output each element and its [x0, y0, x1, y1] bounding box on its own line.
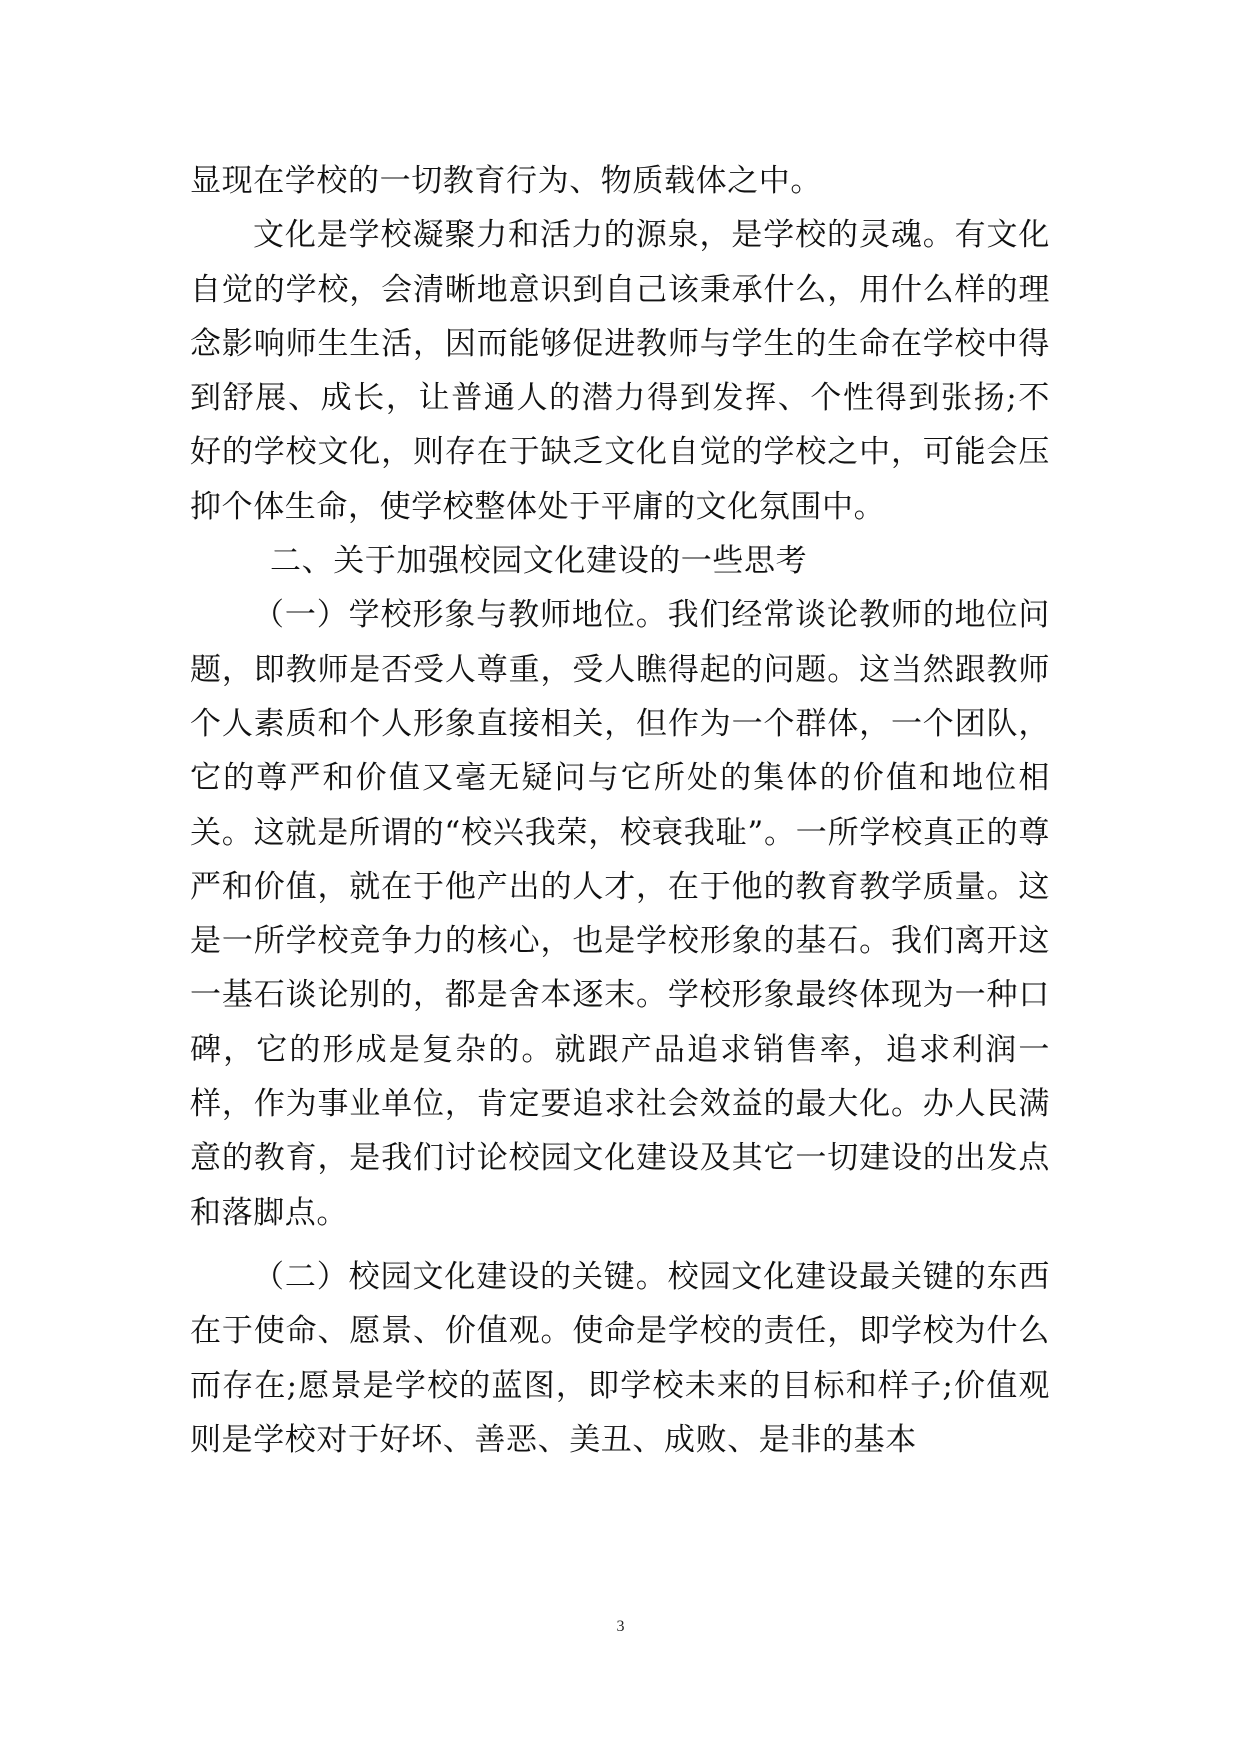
- paragraph-campus-culture-key: （二）校园文化建设的关键。校园文化建设最关键的东西在于使命、愿景、价值观。使命是学校的责任，即学校为什么而存在;愿景是学校的蓝图，即学校未来的目标和样子;价值观则是学校对于好坏、善恶、美丑、成败、是非的基本: [190, 1258, 1050, 1458]
- section-heading: 二、关于加强校园文化建设的一些思考: [270, 543, 808, 580]
- paragraph-school-image-teacher-status: （一）学校形象与教师地位。我们经常谈论教师的地位问题，即教师是否受人尊重，受人瞧得起的问题。这当然跟教师个人素质和个人形象直接相关，但作为一个群体，一个团队，它的尊严和价值又毫无疑问与它所处的集体的价值和地位相关。这就是所谓的“校兴我荣，校衰我耻”。一所学校真正的尊严和价值，就在于他产出的人才，在于他的教育教学质量。这是一所学校竞争力的核心，也是学校形象的基石。我们离开这一基石谈论别的，都是舍本逐末。学校形象最终体现为一种口碑，它的形成是复杂的。就跟产品追求销售率，追求利润一样，作为事业单位，肯定要追求社会效益的最大化。办人民满意的教育，是我们讨论校园文化建设及其它一切建设的出发点和落脚点。: [190, 597, 1050, 1231]
- paragraph-continuation: 显现在学校的一切教育行为、物质载体之中。: [190, 163, 822, 199]
- paragraph-school-culture-soul: 文化是学校凝聚力和活力的源泉，是学校的灵魂。有文化自觉的学校，会清晰地意识到自己该秉承什么，用什么样的理念影响师生生活，因而能够促进教师与学生的生命在学校中得到舒展、成长，让普通人的潜力得到发挥、个性得到张扬;不好的学校文化，则存在于缺乏文化自觉的学校之中，可能会压抑个体生命，使学校整体处于平庸的文化氛围中。: [190, 217, 1050, 525]
- page-body: [190, 154, 1050, 1467]
- page-number: 3: [616, 1618, 625, 1635]
